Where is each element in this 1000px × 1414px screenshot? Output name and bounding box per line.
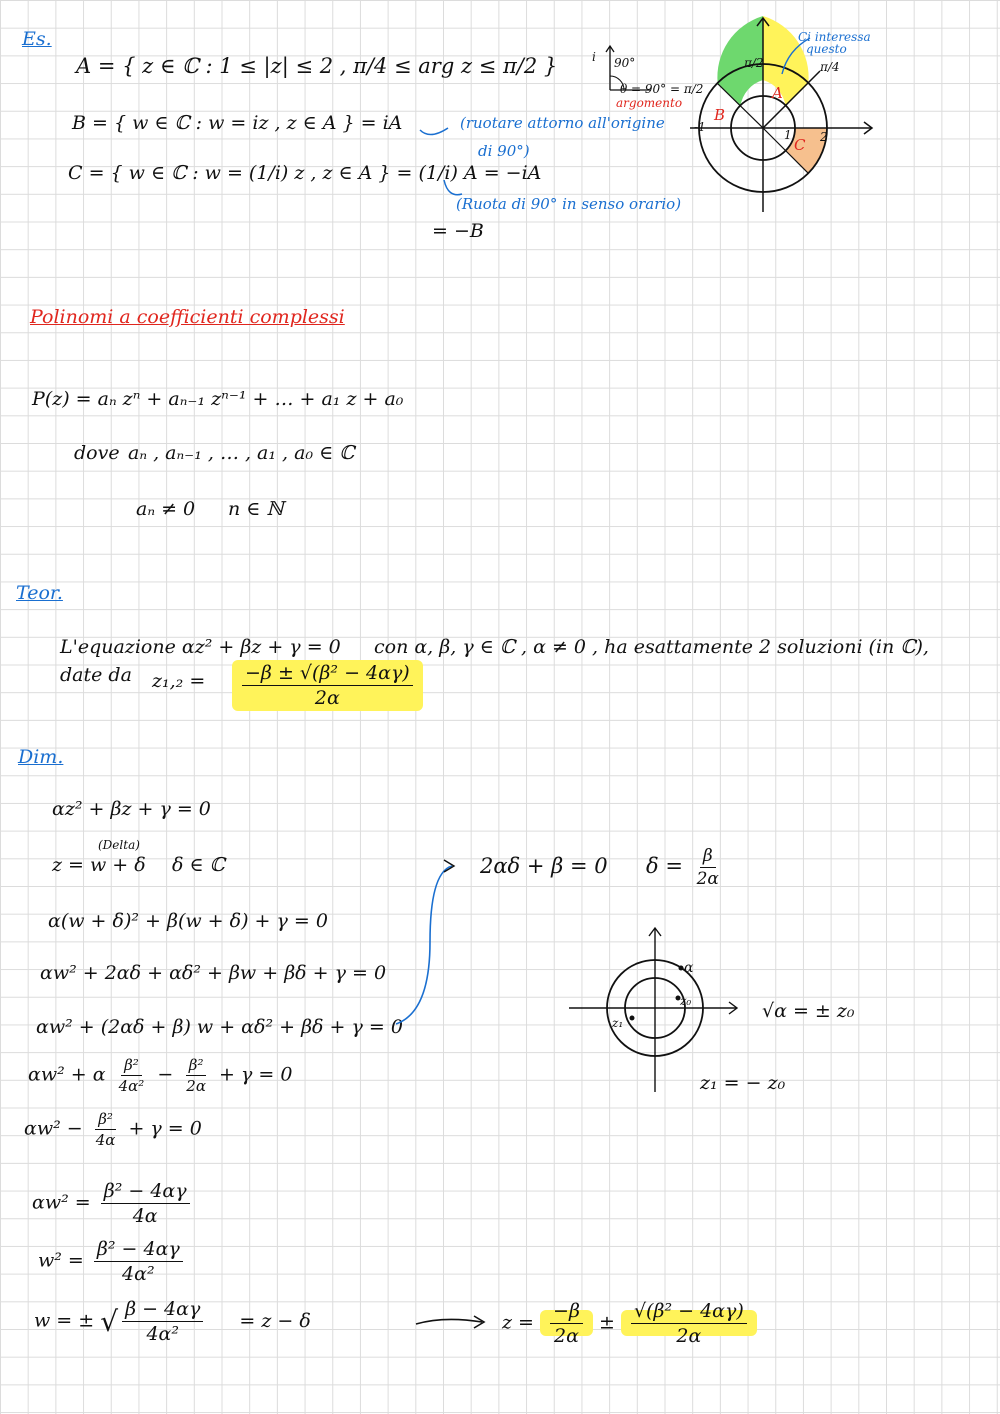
tick-1: 1: [784, 128, 792, 142]
tick-2: 2: [820, 130, 828, 144]
example-label: Es.: [22, 28, 52, 50]
side-delta-den: 2α: [696, 869, 719, 889]
region-a-label: A: [772, 84, 783, 102]
proof-line6-num2: β²: [186, 1056, 207, 1076]
proof-line3: α(w + δ)² + β(w + δ) + γ = 0: [48, 910, 328, 932]
region-b-label: B: [714, 106, 726, 124]
label-pi-quarter: π/4: [820, 60, 840, 74]
proof-line9-a: w² =: [38, 1249, 84, 1272]
small-i-label: i: [592, 50, 596, 64]
proof-line10-den: 4α²: [146, 1323, 179, 1345]
region-c-label: C: [794, 136, 806, 154]
proof-line10-b: = z − δ: [239, 1309, 311, 1332]
proof-line6-num1: β²: [121, 1056, 142, 1076]
proof-line6-den2: 2α: [186, 1077, 206, 1095]
theorem-label: Teor.: [16, 582, 63, 604]
set-c-definition: C = { w ∈ ℂ : w = (1/i) z , z ∈ A } = (1/i) A = −iA: [68, 162, 542, 184]
theorem-statement: L'equazione αz² + βz + γ = 0: [60, 636, 341, 658]
leading-coeff-condition: aₙ ≠ 0: [136, 498, 196, 520]
proof-line6-b: −: [157, 1063, 174, 1086]
final-result: [502, 1300, 757, 1347]
circle-alpha-label: α: [684, 960, 694, 976]
side-delta-label: δ =: [646, 854, 683, 878]
proof-line5: αw² + (2αδ + β) w + αδ² + βδ + γ = 0: [36, 1016, 403, 1038]
final-result-den1: 2α: [554, 1325, 579, 1347]
proof-line6-a: αw² + α: [28, 1063, 106, 1086]
proof-line8-num: β² − 4αγ: [101, 1180, 190, 1204]
final-result-num1: −β: [550, 1300, 583, 1324]
theta-label: θ = 90° = π/2: [620, 82, 704, 96]
set-b-note-line2: di 90°): [478, 142, 530, 160]
blue-connector-arrow: [390, 852, 470, 1052]
proof-line9-den: 4α²: [122, 1263, 155, 1285]
proof-line1: αz² + βz + γ = 0: [52, 798, 211, 820]
side-equation: 2αδ + β = 0: [480, 854, 608, 878]
given-by-label: date da: [60, 664, 132, 686]
delta-note: (Delta): [98, 838, 140, 852]
proof-line2b: δ ∈ ℂ: [172, 854, 225, 876]
circle-z1-label: z₁: [612, 1016, 624, 1030]
proof-line10: w = ± √ $\frac{\beta - 4\alpha\gamma}{\text{4α²}}$ = z − δ: [34, 1298, 311, 1345]
where-label: dove: [74, 442, 120, 464]
z12-label: z₁,₂ =: [152, 670, 206, 692]
coefficients-set: aₙ , aₙ₋₁ , … , a₁ , a₀ ∈ ℂ: [128, 442, 355, 464]
polynomial-formula: P(z) = aₙ zⁿ + aₙ₋₁ zⁿ⁻¹ + … + a₁ z + a₀: [32, 388, 404, 410]
proof-label: Dim.: [18, 746, 64, 768]
diagram-note-line1: Ci interessa: [798, 30, 871, 44]
proof-line6-den1: 4α²: [118, 1077, 145, 1095]
proof-line6-c: + γ = 0: [219, 1063, 293, 1086]
proof-line10-num: β − 4αγ: [122, 1298, 203, 1322]
proof-line7-a: αw² −: [24, 1117, 83, 1140]
proof-line4: αw² + 2αδ + αδ² + βw + βδ + γ = 0: [40, 962, 387, 984]
quadratic-formula-numerator: −β ± √(β² − 4αγ): [242, 662, 413, 686]
sqrt-alpha-equation: √α = ± z₀: [762, 1000, 855, 1022]
final-result-num2: √(β² − 4αγ): [631, 1300, 747, 1324]
small-angle-label: 90°: [614, 56, 636, 70]
quadratic-formula: [232, 660, 423, 711]
proof-line8: [32, 1180, 194, 1227]
proof-line8-a: αw² =: [32, 1191, 91, 1214]
side-delta: [646, 846, 726, 889]
proof-line8-den: 4α: [132, 1205, 158, 1227]
side-delta-num: β: [700, 846, 716, 868]
proof-line7: [24, 1110, 202, 1149]
set-b-note-line1: (ruotare attorno all'origine: [460, 114, 665, 132]
circle-z0-label: z₀: [680, 994, 692, 1008]
proof-line7-num: β²: [95, 1110, 116, 1130]
final-result-den2: 2α: [676, 1325, 702, 1347]
final-result-pm: ±: [598, 1311, 615, 1334]
tick-minus-1: -1: [694, 120, 706, 134]
proof-line7-den: 4α: [95, 1131, 116, 1149]
quadratic-formula-denominator: 2α: [314, 687, 340, 709]
set-a-definition: A = { z ∈ ℂ : 1 ≤ |z| ≤ 2 , π/4 ≤ arg z ≤ π/2 }: [76, 54, 558, 78]
argument-label: argomento: [616, 96, 683, 110]
set-c-result: = −B: [432, 220, 484, 242]
label-pi-half: π/2: [744, 56, 764, 70]
proof-line7-b: + γ = 0: [128, 1117, 202, 1140]
proof-line2: z = w + δ: [52, 854, 146, 876]
diagram-note-line2: questo: [806, 42, 847, 56]
proof-line6: [28, 1056, 292, 1095]
polynomials-heading: Polinomi a coefficienti complessi: [30, 306, 345, 328]
n-natural-condition: n ∈ ℕ: [228, 498, 284, 520]
final-result-z: z =: [502, 1311, 534, 1334]
proof-line9-num: β² − 4αγ: [94, 1238, 183, 1262]
proof-line9: [38, 1238, 187, 1285]
set-c-note: (Ruota di 90° in senso orario): [456, 195, 682, 213]
theorem-conditions: con α, β, γ ∈ ℂ , α ≠ 0 , ha esattamente 2 soluzioni (in ℂ),: [374, 636, 929, 658]
proof-line10-a: w = ±: [34, 1309, 95, 1332]
z1-equation: z₁ = − z₀: [700, 1072, 786, 1094]
set-b-definition: B = { w ∈ ℂ : w = iz , z ∈ A } = iA: [72, 112, 403, 134]
result-arrow: [414, 1312, 494, 1332]
